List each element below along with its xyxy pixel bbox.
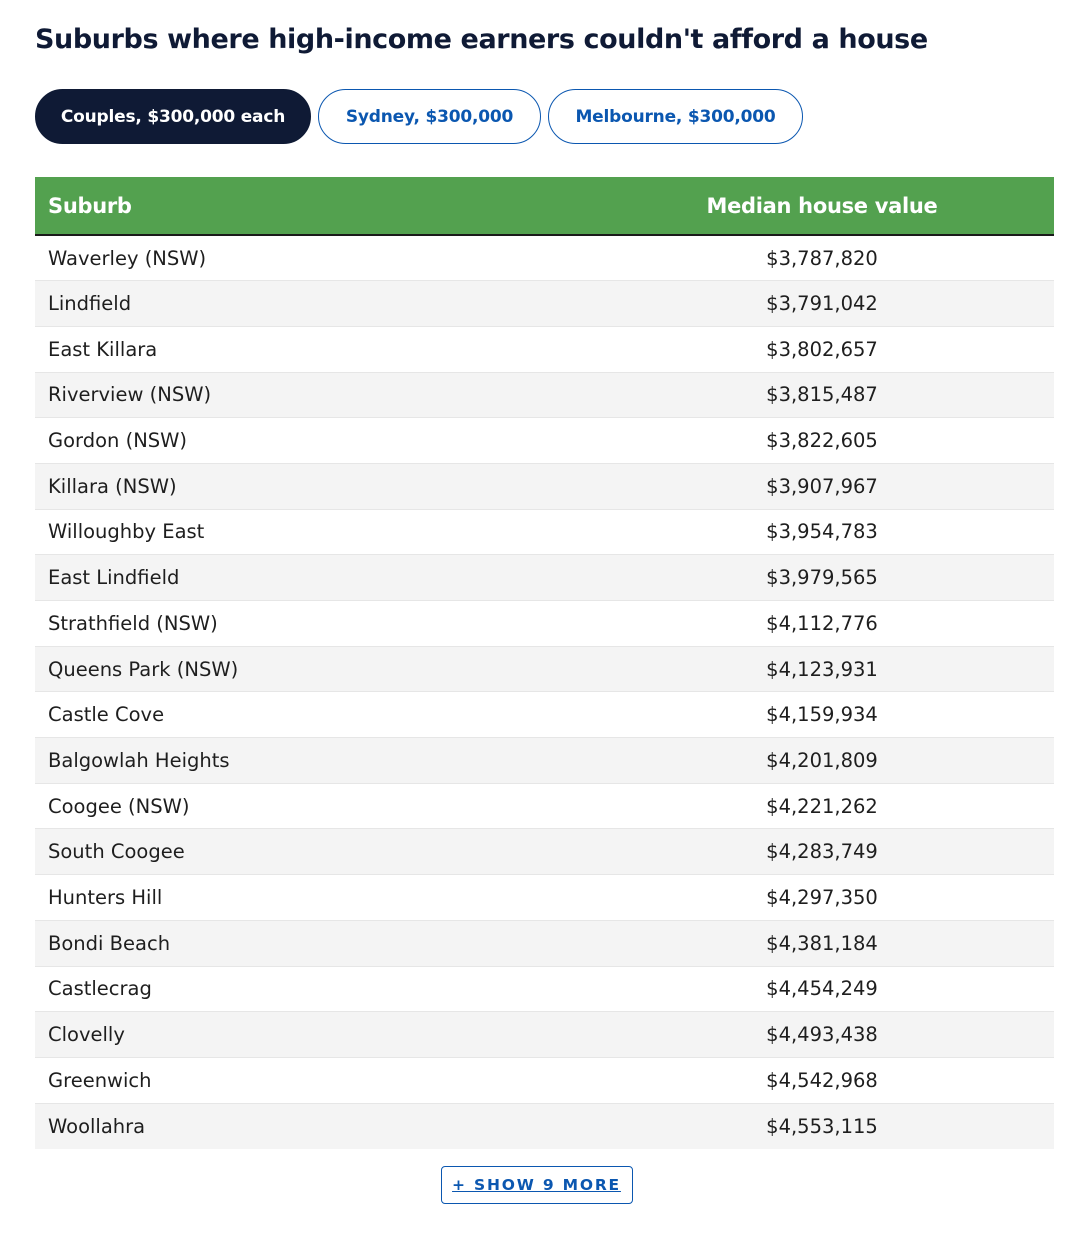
- median-value-cell: $4,542,968: [590, 1057, 1054, 1103]
- suburb-cell: Riverview (NSW): [35, 372, 590, 418]
- table-row: [35, 418, 1054, 464]
- median-value-cell: $3,791,042: [590, 281, 1054, 327]
- suburb-cell: East Killara: [35, 326, 590, 372]
- table-row: [35, 966, 1054, 1012]
- median-value-cell: $3,907,967: [590, 463, 1054, 509]
- table-row: [35, 326, 1054, 372]
- tab-melbourne[interactable]: Melbourne, $300,000: [548, 89, 803, 144]
- tab-couples[interactable]: Couples, $300,000 each: [35, 89, 311, 144]
- suburb-cell: Castle Cove: [35, 692, 590, 738]
- suburb-cell: Greenwich: [35, 1057, 590, 1103]
- suburb-cell: Woollahra: [35, 1103, 590, 1149]
- table-row: [35, 738, 1054, 784]
- median-value-cell: $4,297,350: [590, 875, 1054, 921]
- median-value-cell: $4,123,931: [590, 646, 1054, 692]
- median-value-cell: $4,283,749: [590, 829, 1054, 875]
- median-value-cell: $4,493,438: [590, 1012, 1054, 1058]
- suburb-cell: Clovelly: [35, 1012, 590, 1058]
- median-value-cell: $4,454,249: [590, 966, 1054, 1012]
- table-row: [35, 875, 1054, 921]
- table-row: [35, 1103, 1054, 1149]
- median-value-cell: $3,802,657: [590, 326, 1054, 372]
- table-row: [35, 1012, 1054, 1058]
- table-row: [35, 601, 1054, 647]
- table-row: [35, 509, 1054, 555]
- table-row: [35, 281, 1054, 327]
- suburb-cell: Lindfield: [35, 281, 590, 327]
- median-value-cell: $3,822,605: [590, 418, 1054, 464]
- suburb-cell: Balgowlah Heights: [35, 738, 590, 784]
- column-header-median-value[interactable]: Median house value: [590, 177, 1054, 235]
- table-header-row: [35, 177, 1054, 235]
- table-row: [35, 372, 1054, 418]
- median-value-cell: $4,159,934: [590, 692, 1054, 738]
- table-row: [35, 463, 1054, 509]
- median-value-cell: $3,815,487: [590, 372, 1054, 418]
- suburb-cell: Waverley (NSW): [48, 246, 207, 270]
- suburb-cell: Coogee (NSW): [35, 783, 590, 829]
- table-row: [35, 920, 1054, 966]
- table-row: [35, 555, 1054, 601]
- suburb-cell: Willoughby East: [35, 509, 590, 555]
- table-row: [35, 692, 1054, 738]
- table-row: [35, 829, 1054, 875]
- median-value-cell: $4,112,776: [590, 601, 1054, 647]
- suburb-cell: Queens Park (NSW): [35, 646, 590, 692]
- suburb-cell: East Lindfield: [35, 555, 590, 601]
- table-row: [35, 235, 1054, 281]
- suburb-cell: Strathfield (NSW): [35, 601, 590, 647]
- suburb-table: [35, 177, 1054, 1149]
- show-more-container: [35, 1166, 1054, 1204]
- median-value-cell: $4,201,809: [590, 738, 1054, 784]
- tab-sydney[interactable]: Sydney, $300,000: [318, 89, 541, 144]
- column-header-suburb[interactable]: Suburb: [35, 177, 590, 235]
- median-value-cell: $4,553,115: [590, 1103, 1054, 1149]
- suburb-cell: Hunters Hill: [35, 875, 590, 921]
- table-row: [35, 646, 1054, 692]
- suburb-cell: South Coogee: [35, 829, 590, 875]
- page-title: Suburbs where high-income earners couldn't afford a house: [35, 24, 928, 55]
- tab-bar: [35, 89, 803, 144]
- median-value-cell: $3,787,820: [766, 246, 878, 270]
- suburb-cell: Bondi Beach: [35, 920, 590, 966]
- table-row: [35, 1057, 1054, 1103]
- suburb-cell: Castlecrag: [35, 966, 590, 1012]
- median-value-cell: $4,221,262: [590, 783, 1054, 829]
- median-value-cell: $3,979,565: [590, 555, 1054, 601]
- table-body: [35, 235, 1054, 1149]
- suburb-cell: Gordon (NSW): [35, 418, 590, 464]
- show-more-button[interactable]: + SHOW 9 MORE: [441, 1166, 633, 1204]
- suburb-cell: Killara (NSW): [35, 463, 590, 509]
- table-row: [35, 783, 1054, 829]
- median-value-cell: $4,381,184: [590, 920, 1054, 966]
- median-value-cell: $3,954,783: [590, 509, 1054, 555]
